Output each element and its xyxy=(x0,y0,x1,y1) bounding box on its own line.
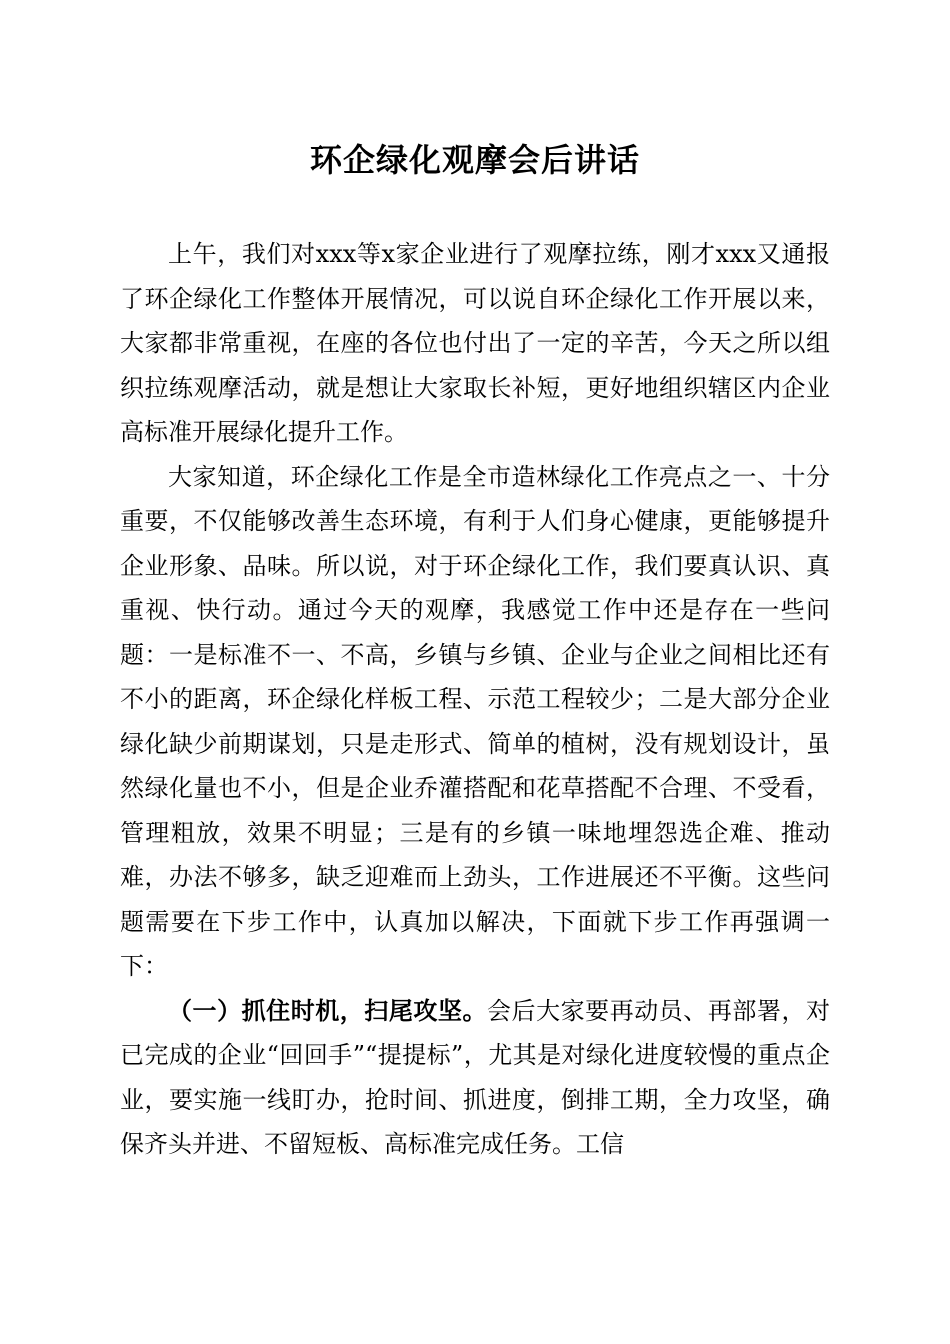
paragraph-problems: 大家知道，环企绿化工作是全市造林绿化工作亮点之一、十分重要，不仅能够改善生态环境，有利于人们身心健康，更能够提升企业形象、品味。所以说，对于环企绿化工作，我们要真认识、真重视、快行动。通过今天的观摩，我感觉工作中还是存在一些问题：一是标准不一、不高，乡镇与乡镇、企业与企业之间相比还有不小的距离，环企绿化样板工程、示范工程较少；二是大部分企业绿化缺少前期谋划，只是走形式、简单的植树，没有规划设计，虽然绿化量也不小，但是企业乔灌搭配和花草搭配不合理、不受看，管理粗放，效果不明显；三是有的乡镇一味地埋怨选企难、推动难，办法不够多，缺乏迎难而上劲头，工作进展还不平衡。这些问题需要在下步工作中，认真加以解决，下面就下步工作再强调一下： xyxy=(120,462,830,980)
document-body xyxy=(120,232,830,1167)
section-one-heading: （一）抓住时机，扫尾攻坚。 xyxy=(168,995,487,1025)
paragraph-section-one xyxy=(120,989,830,1167)
section-one-text: 会后大家要再动员、再部署，对已完成的企业“回回手”“提提标”，尤其是对绿化进度较慢的重点企业，要实施一线盯办，抢时间、抓进度，倒排工期，全力攻坚，确保齐头并进、不留短板、高标准完成任务。工信 xyxy=(120,996,830,1158)
paragraph-intro: 上午，我们对xxx等x家企业进行了观摩拉练，刚才xxx又通报了环企绿化工作整体开展情况，可以说自环企绿化工作开展以来，大家都非常重视，在座的各位也付出了一定的辛苦，今天之所以组织拉练观摩活动，就是想让大家取长补短，更好地组织辖区内企业高标准开展绿化提升工作。 xyxy=(120,240,830,446)
document-title: 环企绿化观摩会后讲话 xyxy=(309,141,640,179)
